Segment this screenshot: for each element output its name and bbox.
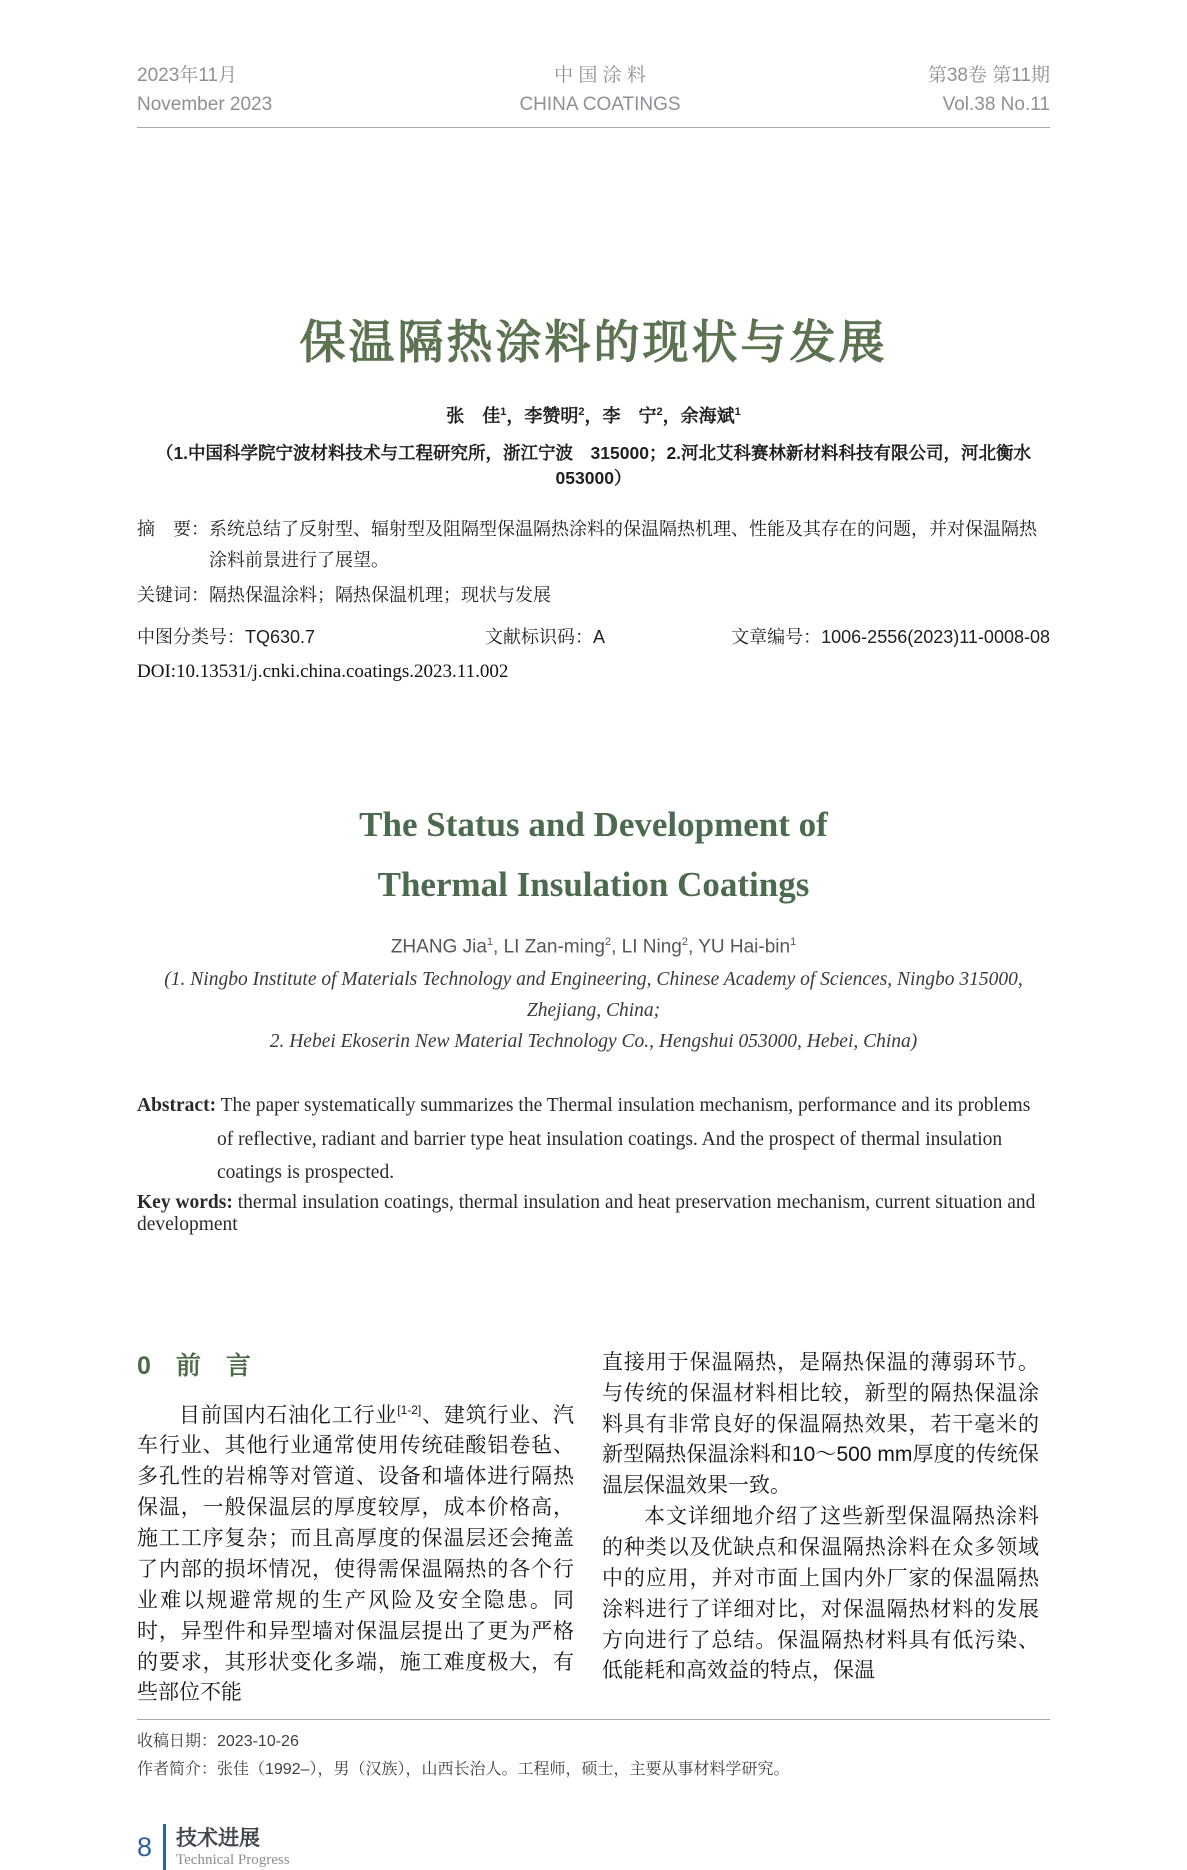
- footer-divider-bar: [163, 1824, 166, 1870]
- citation-ref: [1-2]: [397, 1402, 422, 1417]
- author-cn-1-sup: 1: [500, 406, 507, 418]
- footnotes: [137, 1720, 1050, 1784]
- section-heading-0: 0 前 言: [137, 1351, 251, 1380]
- article-id: [731, 623, 1050, 649]
- body-paragraph-right-1: 直接用于保温隔热，是隔热保温的薄弱环节。与传统的保温材料相比较，新型的隔热保温涂料具有非常良好的保温隔热效果，若干毫米的新型隔热保温涂料和10～500 mm厚度的传统保温层保温效果一致。: [602, 1350, 1039, 1498]
- footer-section-en: Technical Progress: [176, 1851, 290, 1868]
- journal-header: [137, 62, 1050, 128]
- author-separator: ，: [584, 406, 603, 426]
- journal-issue-cn: 第38卷 第11期: [927, 65, 1050, 86]
- affiliation-cn: （1.中国科学院宁波材料技术与工程研究所，浙江宁波 315000；2.河北艾科赛林新材料科技有限公司，河北衡水 053000）: [155, 443, 1049, 488]
- clc-value: TQ630.7: [245, 627, 316, 648]
- journal-header-issue: [928, 62, 1050, 119]
- author-en-2: LI Zan-ming: [503, 935, 605, 957]
- author-separator: ,: [493, 935, 504, 957]
- article-id-value: 1006-2556(2023)11-0008-08: [821, 627, 1050, 648]
- abstract-en-text: The paper systematically summarizes the Thermal insulation mechanism, performance and its problems of reflective, radiant and barrier type heat insulation coatings. And the prospect of thermal insulation coatings is prospected.: [216, 1095, 1031, 1183]
- author-en-2-sup: 2: [604, 935, 612, 948]
- author-separator: ，: [662, 406, 681, 426]
- title-en-line2: Thermal Insulation Coatings: [377, 865, 810, 905]
- body-left-column: [137, 1348, 574, 1709]
- journal-date-en: November 2023: [137, 93, 273, 115]
- authors-en: [137, 936, 1050, 958]
- abstract-cn: [137, 514, 1050, 575]
- author-en-4-sup: 1: [790, 935, 797, 948]
- author-separator: ,: [687, 935, 699, 957]
- affiliation-en-line2: 2. Hebei Ekoserin New Material Technology Co., Hengshui 053000, Hebei, China): [269, 1031, 918, 1053]
- article-body: [137, 1348, 1050, 1709]
- keywords-cn-text: 隔热保温涂料；隔热保温机理；现状与发展: [209, 585, 551, 606]
- affiliation-en: [137, 964, 1050, 1058]
- author-en-3: LI Ning: [621, 935, 682, 957]
- article-title-cn: 保温隔热涂料的现状与发展: [299, 316, 888, 368]
- paragraph-text: 、建筑行业、汽车行业、其他行业通常使用传统硅酸铝卷毡、多孔性的岩棉等对管道、设备和墙体进行隔热保温，一般保温层的厚度较厚，成本价格高，施工工序复杂；而且高厚度的保温层还会掩盖了内部的损坏情况，使得需保温隔热的各个行业难以规避常规的生产风险及安全隐患。同时，异型件和异型墙对保温层提出了更为严格的要求，其形状变化多端，施工难度极大，有些部位不能: [137, 1403, 575, 1705]
- footnote-received-date: 收稿日期：2023-10-26: [137, 1733, 299, 1751]
- author-separator: ,: [611, 935, 622, 957]
- keywords-cn-label: 关键词：: [137, 585, 209, 606]
- author-separator: ，: [506, 406, 525, 426]
- author-en-4: YU Hai-bin: [698, 935, 791, 957]
- author-cn-4: 余海斌: [680, 406, 735, 426]
- author-cn-1: 张 佳: [446, 406, 501, 426]
- author-en-3-sup: 2: [681, 935, 688, 948]
- body-right-column: [602, 1348, 1039, 1709]
- title-en-line1: The Status and Development of: [359, 805, 828, 845]
- journal-date-cn: 2023年11月: [137, 65, 237, 86]
- keywords-en-label: Key words:: [137, 1191, 233, 1213]
- page-number: 8: [137, 1831, 153, 1862]
- keywords-cn: [137, 581, 1050, 607]
- author-cn-2: 李赞明: [524, 406, 579, 426]
- authors-cn: [137, 402, 1050, 428]
- journal-header-date: [137, 62, 272, 119]
- paragraph-text: 目前国内石油化工行业: [179, 1403, 398, 1427]
- author-en-1-sup: 1: [486, 935, 494, 948]
- author-cn-3: 李 宁: [602, 406, 657, 426]
- body-paragraph-right-2: 本文详细地介绍了这些新型保温隔热涂料的种类以及优缺点和保温隔热涂料在众多领域中的应用，并对市面上国内外厂家的保温隔热涂料进行了详细对比，对保温隔热材料的发展方向进行了总结。保温隔热材料具有低污染、低能耗和高效益的特点，保温: [602, 1505, 1039, 1683]
- abstract-en: [137, 1089, 1050, 1188]
- author-cn-2-sup: 2: [578, 406, 585, 418]
- document-code: [485, 623, 605, 649]
- journal-name-cn: 中 国 涂 料: [554, 65, 646, 86]
- footer-section-cn: 技术进展: [176, 1826, 261, 1850]
- footer-section: [176, 1826, 290, 1869]
- classification-row: [137, 623, 1050, 649]
- doi: DOI:10.13531/j.cnki.china.coatings.2023.11.002: [137, 661, 509, 683]
- author-en-1: ZHANG Jia: [390, 935, 487, 957]
- footnote-author-bio: 作者简介：张佳（1992–），男（汉族），山西长治人。工程师，硕士，主要从事材料学研究。: [137, 1761, 790, 1779]
- journal-name-en: CHINA COATINGS: [519, 93, 681, 115]
- abstract-en-label: Abstract:: [137, 1095, 217, 1117]
- journal-header-name: [519, 62, 680, 119]
- affiliation-en-line1: (1. Ningbo Institute of Materials Technology and Engineering, Chinese Academy of Sciences, Ningbo 315000, Zhejiang, China;: [164, 968, 1023, 1022]
- abstract-cn-text: 系统总结了反射型、辐射型及阻隔型保温隔热涂料的保温隔热机理、性能及其存在的问题，并对保温隔热涂料前景进行了展望。: [209, 519, 1037, 570]
- abstract-cn-label: 摘 要：: [137, 519, 209, 539]
- clc-label: 中图分类号：: [137, 627, 245, 648]
- body-paragraph-left: [137, 1401, 574, 1710]
- doc-code-value: A: [593, 627, 606, 648]
- journal-issue-en: Vol.38 No.11: [942, 93, 1050, 115]
- page-footer: [137, 1824, 1050, 1870]
- author-cn-3-sup: 2: [656, 406, 663, 418]
- article-title-en: [137, 795, 1050, 915]
- article-id-label: 文章编号：: [731, 627, 822, 648]
- doc-code-label: 文献标识码：: [485, 627, 593, 648]
- author-cn-4-sup: 1: [734, 406, 741, 418]
- clc-number: [137, 627, 315, 647]
- keywords-en: [137, 1192, 1050, 1236]
- keywords-en-text: thermal insulation coatings, thermal insulation and heat preservation mechanism, current situation and development: [137, 1191, 1036, 1235]
